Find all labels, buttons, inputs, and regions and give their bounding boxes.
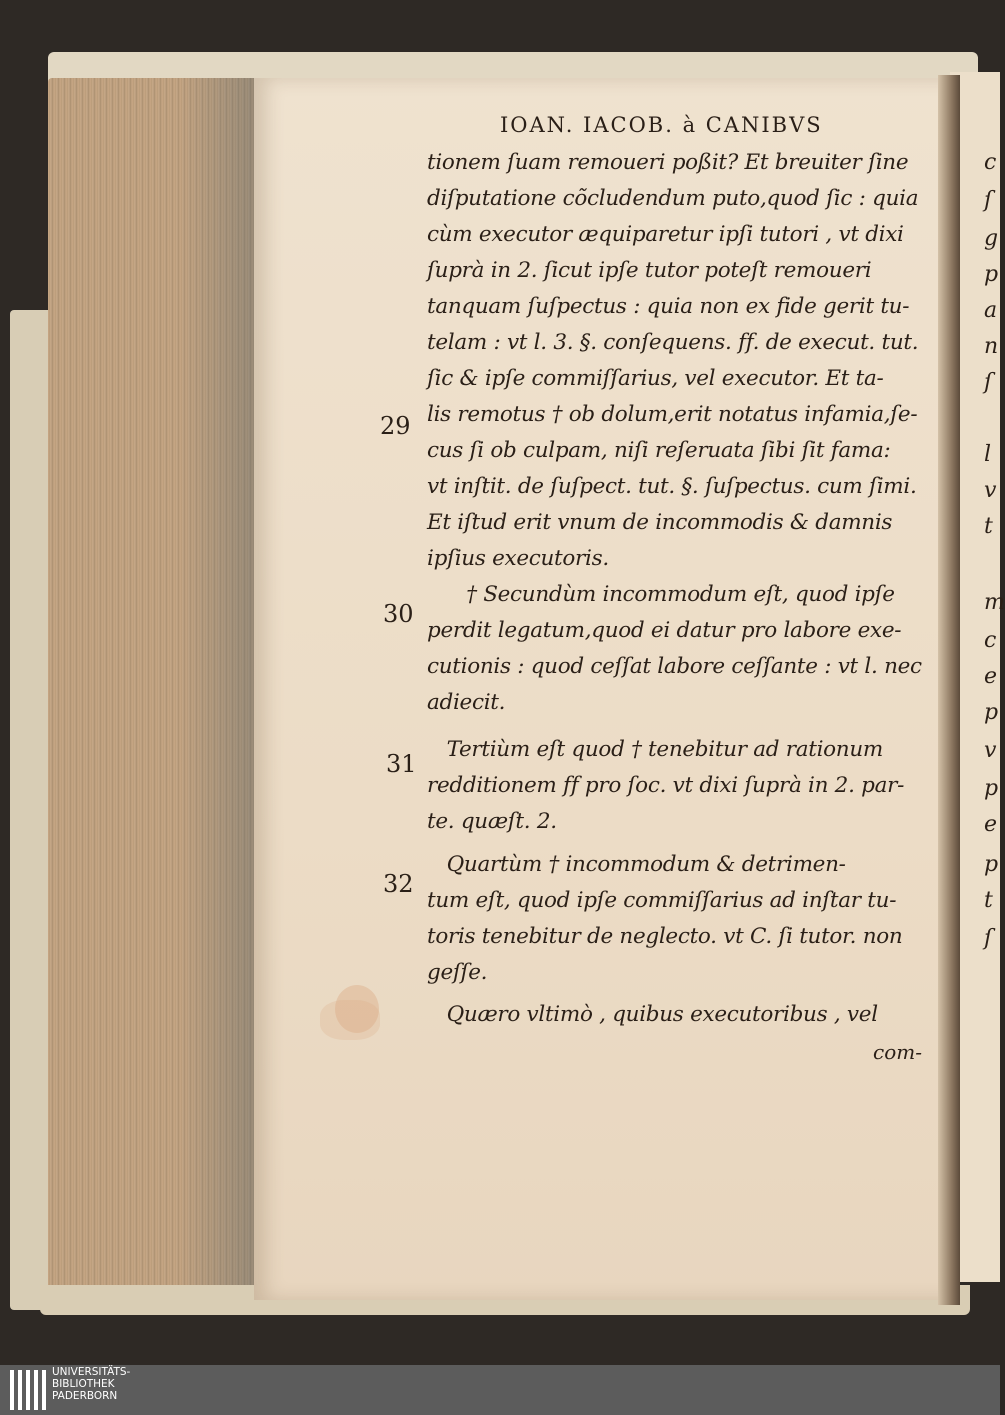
text-line: ſic & ipſe commiſſarius, vel executor. Et ta- [427,366,884,391]
text-line: tanquam ſuſpectus : quia non ex fide gerit tu- [427,294,910,319]
facing-page-letter: ſ [984,926,993,951]
facing-page-letter: ſ [984,188,993,213]
text-line: cus ſi ob culpam, niſi reſeruata ſibi ſit fama: [427,438,891,463]
text-line: cùm executor æquiparetur ipſi tutori , vt dixi [427,222,904,247]
facing-page-letter: a [984,298,998,323]
facing-page-letter: n [984,334,999,359]
library-logo-text [52,1366,130,1402]
text-line: ipſius executoris. [427,546,609,571]
text-line: tum eſt, quod ipſe commiſſarius ad inſtar tu- [427,888,897,913]
facing-page-letter: e [984,664,998,689]
library-logo-icon [8,1368,48,1412]
logo-line: UNIVERSITÄTS- [52,1366,131,1378]
logo-line: PADERBORN [52,1390,118,1402]
facing-page-letter: p [984,852,999,877]
text-line: Quartùm † incommodum & detrimen- [427,852,846,877]
catchword: com- [873,1040,922,1064]
text-line: adiecit. [427,690,506,715]
facing-page-letter: p [984,700,999,725]
fore-edge-shadow [180,78,260,1293]
text-line: lis remotus † ob dolum,erit notatus infamia,ſe- [427,402,918,427]
text-line: toris tenebitur de neglecto. vt C. ſi tutor. non [427,924,903,949]
text-line: telam : vt l. 3. §. conſequens. ff. de execut. tut. [427,330,919,355]
page-gutter [938,75,960,1305]
facing-page-letter: g [984,226,999,251]
facing-page-letter: ſ [984,370,993,395]
facing-page-letter: m [984,590,1005,615]
margin-number: 31 [386,750,417,778]
paper-stain [320,1000,380,1040]
footer-bar [0,1365,1000,1415]
text-line: Et iſtud erit vnum de incommodis & damnis [427,510,893,535]
margin-number: 29 [380,412,411,440]
text-line: ſuprà in 2. ſicut ipſe tutor poteſt remoueri [427,258,872,283]
facing-page-letter: p [984,262,999,287]
text-line: redditionem ff pro ſoc. vt dixi ſuprà in 2. par- [427,773,905,798]
facing-page-letter: v [984,738,997,763]
text-line: geſſe. [427,960,488,985]
facing-page-letter: t [984,514,993,539]
facing-page-letter: v [984,478,997,503]
text-line: † Secundùm incommodum eſt, quod ipſe [427,582,895,607]
facing-page-letter: c [984,628,997,653]
text-line: perdit legatum,quod ei datur pro labore exe- [427,618,902,643]
running-header: IOAN. IACOB. à CANIBVS [500,113,823,137]
text-line: vt inſtit. de ſuſpect. tut. §. ſuſpectus. cum ſimi. [427,474,917,499]
text-line: tionem ſuam remoueri poßit? Et breuiter ſine [427,150,909,175]
text-line: Tertiùm eſt quod † tenebitur ad rationum [427,737,883,762]
margin-number: 32 [383,870,414,898]
facing-page-letter: l [984,442,992,467]
text-line: te. quæſt. 2. [427,809,557,834]
text-line: Quæro vltimò , quibus executoribus , vel [427,1002,878,1027]
logo-line: BIBLIOTHEK [52,1378,115,1390]
text-line: cutionis : quod ceſſat labore ceſſante : vt l. nec [427,654,922,679]
facing-page-letter: t [984,888,993,913]
facing-page-letter: e [984,812,998,837]
facing-page-letter: c [984,150,997,175]
margin-number: 30 [383,600,414,628]
facing-page-letter: p [984,776,999,801]
text-line: diſputatione cõcludendum puto,quod ſic : quia [427,186,919,211]
